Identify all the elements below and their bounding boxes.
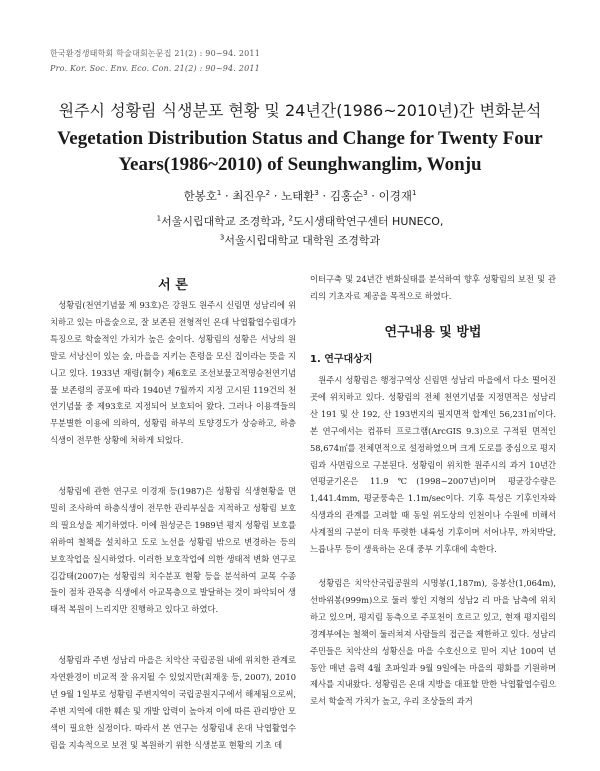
journal-header-ko: 한국환경생태학회 학술대회논문집 21(2) : 90~94. 2011 <box>50 49 261 58</box>
author-sup: 2 <box>265 189 271 198</box>
section-heading-introduction: 서 론 <box>158 278 188 293</box>
affiliation-text: 서울시립대학교 대학원 조경학과 <box>224 234 381 247</box>
body-paragraph: 성황림에 관한 연구로 이경재 등(1987)은 성황림 식생현황을 면밀히 조사하여 하층식생이 전무한 관리부실을 지적하고 성황림 보호의 필요성을 제기하였다. 이에 원성군은 1989년 평지 성황림 보호를 위하여 철책을 설치하고 도로 노선을 성황림 밖으로 변경하는 등의 보호작업을 실시하였다. 이러한 보호작업에 의한 생태적 변화 연구로 김갑태(2007)는 성황림의 치수분포 현황 등을 분석하여 교목 수종들이 점차 관목층 식생에서 아교목층으로 발달하는 것이 파악되어 생태적 복원이 느리지만 진행하고 있다고 하였다. <box>50 486 296 615</box>
author-sup: 1 <box>216 189 222 198</box>
author-name: 최진우 <box>232 189 266 203</box>
affiliation-line-2 <box>0 232 600 248</box>
body-paragraph: 성황림(천연기념물 제 93호)은 강원도 원주시 신림면 성남리에 위치하고 있는 마을숲으로, 잘 보존된 전형적인 온대 낙엽활엽수림대가 특징으로 학술적인 가치가 높은 숲이다. 성황림의 성황은 서낭의 원말로 서낭신이 있는 숲, 마을을 지키는 흔령을 모신 집이라는 뜻을 지니고 있다. 1933년 재령(制令) 제6호로 조선보물고적명승천연기념물 보존령의 공포에 따라 1940년 7월까지 지정 고시된 119건의 천연기념물 중 제93호로 지정되어 보호되어 왔다. 그러나 이용객들의 무분별한 이용에 의하여, 성황림 하부의 토양경도가 상승하고, 하층식생이 전무한 상황에 처하게 되었다. <box>50 300 296 446</box>
body-paragraph: 원주시 성황림은 행정구역상 신림면 성남리 마을에서 다소 떨어진 곳에 위치하고 있다. 성황림의 전체 천연기념물 지정면적은 성남리 산 191 및 산 192, 산 193번지의 필지면적 합계인 56,231㎡이다. 본 연구에서는 컴퓨터 프로그램(ArcGIS 9.3)으로 구적된 면적인 58,674㎡를 전체면적으로 설정하였으며 크게 도로를 중심으로 평지림과 사면림으로 구분된다. 성황림이 위치한 원주시의 과거 10년간 연평균기온은 11.9℃(1998~2007년)이며 평균강수량은 1,441.4mm, 평균풍속은 1.1m/sec이다. 기후 특성은 기후인자와 식생과의 관계를 고려할 때 동일 위도상의 인천이나 수원에 비해서 사계절의 구분이 더욱 뚜렷한 내륙성 기후이며 서어나무, 까치박달, 느릅나무 등이 생육하는 온대 중부 기후대에 속한다. <box>310 375 556 555</box>
author-name: 한봉호 <box>183 189 217 203</box>
affiliation-sup: 2 <box>288 214 293 223</box>
affiliation-text: 서울시립대학교 조경학과, <box>161 215 289 228</box>
title-korean: 원주시 성황림 식생분포 현황 및 24년간(1986~2010년)간 변화분석 <box>58 101 542 120</box>
body-paragraph: 성황림과 주변 성남리 마을은 치악산 국립공원 내에 위치한 관계로 자연환경이 비교적 잘 유지될 수 있었지만(최재웅 등, 2007), 2010년 9월 1일부로 성황림 주변지역이 국립공원지구에서 해제됨으로써, 주변 지역에 대한 훼손 및 개발 압력이 높아져 이에 따른 관리방안 모색이 필요한 실정이다. 따라서 본 연구는 성황림내 온대 낙엽활엽수림을 지속적으로 보전 및 복원하기 위한 식생분포 현황의 기초 데 <box>50 655 296 750</box>
body-paragraph: 이터구축 및 24년간 변화실태를 분석하여 향후 성황림의 보전 및 관리의 기초자료 제공을 목적으로 하였다. <box>310 274 556 301</box>
section-heading-methods: 연구내용 및 방법 <box>384 325 482 340</box>
subsection-heading-study-site: 1. 연구대상지 <box>310 354 373 365</box>
title-english: Vegetation Distribution Status and Change for Twenty Four Years(1986~2010) of Seunghwanglim, Wonju <box>57 128 543 175</box>
author-sup: 1 <box>411 189 417 198</box>
body-paragraph: 성황림은 치악산국립공원의 시명봉(1,187m), 응봉산(1,064m), 선바위봉(999m)으로 둘러 쌓인 지형의 성남2 리 마을 남측에 위치하고 있으며, 평지림 동측으로 주포천이 흐르고 있고, 현재 평지림의 경계부에는 철책이 둘러쳐져 사람들의 접근을 제한하고 있다. 성남리 주민들은 치악산의 성황신을 마을 수호신으로 믿어 지난 100여 년 동안 매년 음력 4월 초파일과 9월 9일에는 마을의 평화를 기원하며 제사를 지내왔다. 성황림은 온대 지방을 대표할 만한 낙엽활엽수림으로서 학술적 가치가 높고, 우리 조상들의 과거 <box>310 578 556 707</box>
author-sup: 3 <box>363 189 368 198</box>
affiliation-sup: 3 <box>219 233 225 242</box>
author-name: 김홍순 <box>329 189 364 203</box>
journal-header-en: Pro. Kor. Soc. Env. Eco. Con. 21(2) : 90~94. 2011 <box>50 64 260 73</box>
affiliation-line-1 <box>0 213 600 229</box>
author-sup: 3 <box>314 189 319 198</box>
author-list: 한봉호$^1$ · 최진우$^2$ · 노태환$^3$ · 김홍순$^3$ · 이경재$^1$ <box>183 189 417 203</box>
author-name: 노태환 <box>281 189 315 203</box>
affiliation-text: 도시생태학연구센터 HUNECO, <box>292 215 444 228</box>
affiliation-sup: 1 <box>156 214 162 223</box>
author-name: 이경재 <box>378 189 412 203</box>
